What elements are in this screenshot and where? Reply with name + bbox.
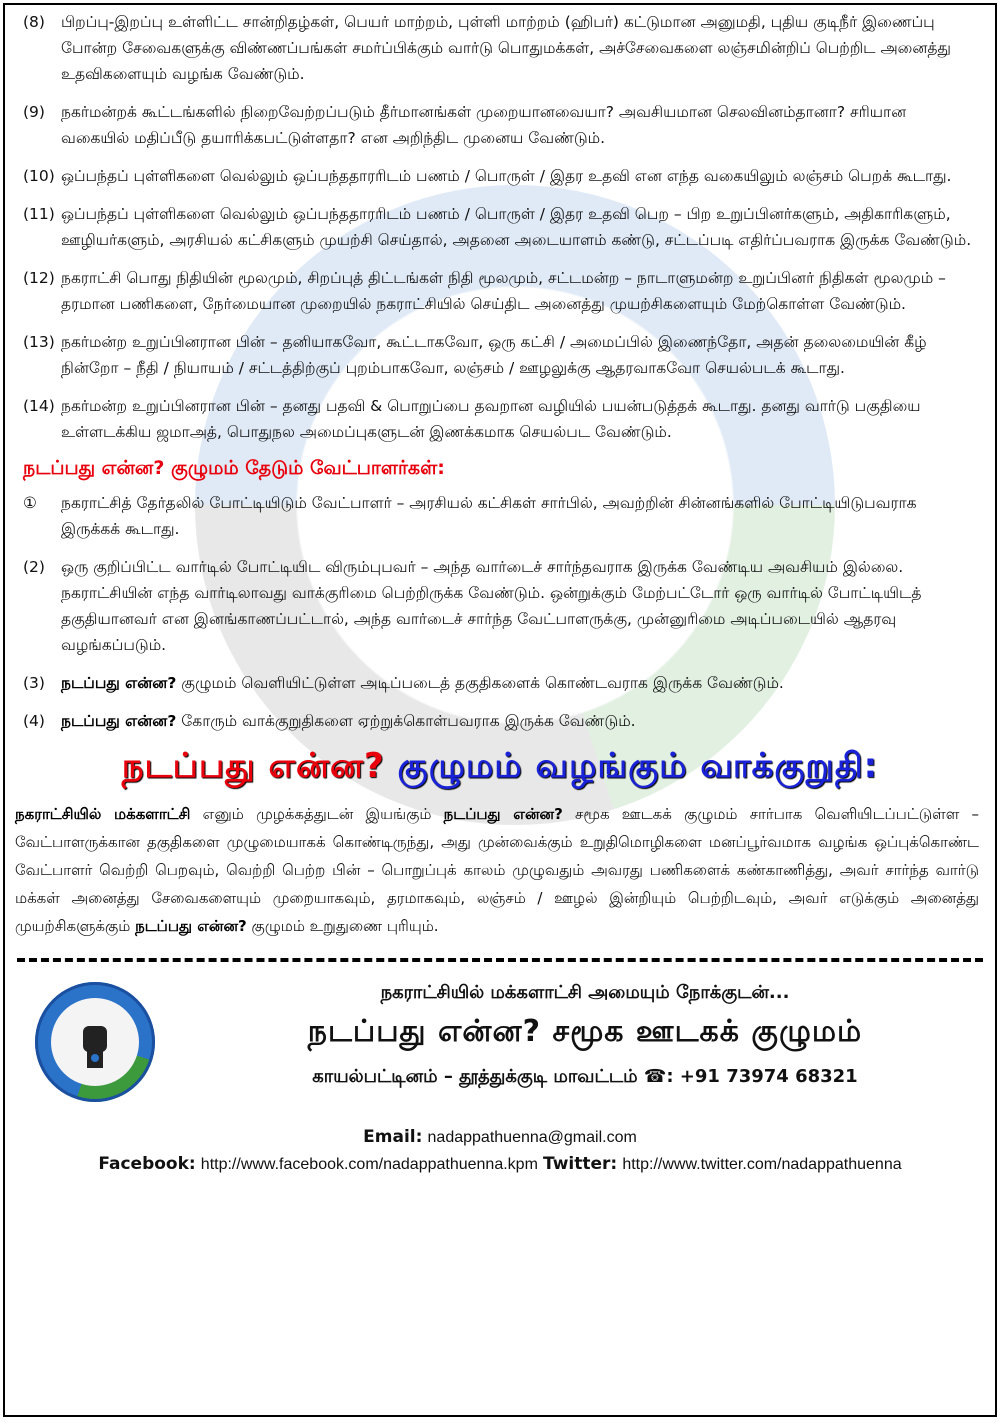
point-text: நகராட்சித் தேர்தலில் போட்டியிடும் வேட்பாளர் – அரசியல் கட்சிகள் சார்பில், அவற்றின் சின்னங்களில் போட்டியிடுபவராக இருக்கக் கூடாது.: [61, 494, 917, 538]
point-number: (2): [23, 558, 45, 576]
point-item: [23, 329, 977, 381]
point-text: நடப்பது என்ன? கோரும் வாக்குறுதிகளை ஏற்றுக்கொள்பவராக இருக்க வேண்டும்.: [61, 712, 636, 730]
point-item: [23, 99, 977, 151]
point-text: ஒப்பந்தப் புள்ளிகளை வெல்லும் ஒப்பந்ததாரரிடம் பணம் / பொருள் / இதர உதவி பெற – பிற உறுப்பினர்களும், அதிகாரிகளும், ஊழியர்களும், அரசியல் கட்சிகளும் முயற்சி செய்தால், அதனை அடையாளம் கண்டு, சட்டப்படி எதிர்ப்பவராக இருக்க வேண்டும்.: [61, 205, 972, 249]
point-text: நகர்மன்ற உறுப்பினரான பின் – தனது பதவி & பொறுப்பை தவறான வழியில் பயன்படுத்தக் கூடாது. தனது வார்டு பகுதியை உள்ளடக்கிய ஜமாஅத், பொதுநல அமைப்புகளுடன் இணக்கமாக செயல்பட வேண்டும்.: [61, 397, 921, 441]
fist-icon: [51, 998, 139, 1086]
email-link[interactable]: nadappathuenna@gmail.com: [427, 1129, 637, 1146]
point-item: [23, 201, 977, 253]
point-text: ஒப்பந்தப் புள்ளிகளை வெல்லும் ஒப்பந்ததாரரிடம் பணம் / பொருள் / இதர உதவி என எந்த வகையிலும் லஞ்சம் பெறக் கூடாது.: [61, 167, 952, 185]
section-heading: நடப்பது என்ன? குழுமம் தேடும் வேட்பாளர்கள்:: [23, 457, 445, 479]
point-number: (12): [23, 269, 55, 287]
point-text: நடப்பது என்ன? குழுமம் வெளியிட்டுள்ள அடிப்படைத் தகுதிகளைக் கொண்டவராக இருக்க வேண்டும்.: [61, 674, 784, 692]
twitter-link[interactable]: http://www.twitter.com/nadappathuenna: [622, 1156, 902, 1173]
points-list: [5, 5, 995, 445]
point-number: (10): [23, 167, 55, 185]
point-number: (11): [23, 205, 55, 223]
social-line: Facebook: http://www.facebook.com/nadappathuenna.kpm Twitter: http://www.twitter.com/nadappathuenna: [98, 1154, 902, 1174]
point-number: (14): [23, 397, 55, 415]
point-text: நகர்மன்றக் கூட்டங்களில் நிறைவேற்றப்படும் தீர்மானங்கள் முறையானவையா? அவசியமான செலவினம்தானா? சரியான வகையில் மதிப்பீடு தயாரிக்கபட்டுள்ளதா? என அறிந்திட முனைய வேண்டும்.: [61, 103, 907, 147]
email-line: Email: nadappathuenna@gmail.com: [363, 1127, 637, 1147]
title-part-blue: குழுமம் வழங்கும் வாக்குறுதி:: [397, 746, 879, 786]
point-number: (13): [23, 333, 55, 351]
title-part-red: நடப்பது என்ன?: [121, 746, 385, 786]
point-number: ①: [23, 494, 37, 512]
candidate-criteria-list: [5, 490, 995, 734]
criteria-item: [23, 490, 977, 542]
point-number: (3): [23, 674, 45, 692]
facebook-link[interactable]: http://www.facebook.com/nadappathuenna.kpm: [200, 1156, 538, 1173]
point-number: (9): [23, 103, 45, 121]
point-number: (4): [23, 712, 45, 730]
footer-org-name: நடப்பது என்ன? சமூக ஊடகக் குழுமம்: [307, 1014, 863, 1049]
criteria-item: [23, 554, 977, 658]
group-logo: [35, 982, 155, 1102]
point-text: ஒரு குறிப்பிட்ட வார்டில் போட்டியிட விரும்புபவர் – அந்த வார்டைச் சார்ந்தவராக இருக்க வேண்டிய அவசியம் இல்லை. நகராட்சியின் எந்த வார்டிலாவது வாக்குரிமை பெற்றிருக்க வேண்டும். ஒன்றுக்கும் மேற்பட்டோர் ஒரு வார்டில் போட்டியிடத் தகுதியானவர் என இனங்காணப்பட்டால், அந்த வார்டைச் சார்ந்த வேட்பாளருக்கு, முன்னுரிமை அடிப்படையில் ஆதரவு வழங்கப்படும்.: [61, 558, 922, 654]
point-item: [23, 9, 977, 87]
criteria-item: [23, 670, 977, 696]
point-text: பிறப்பு-இறப்பு உள்ளிட்ட சான்றிதழ்கள், பெயர் மாற்றம், புள்ளி மாற்றம் (ஹிபர்) கட்டுமான அனுமதி, புதிய குடிநீர் இணைப்பு போன்ற சேவைகளுக்கு விண்ணப்பங்கள் சமர்ப்பிக்கும் வார்டு பொதுமக்கள், அச்சேவைகளை லஞ்சமின்றிப் பெற்றிட அனைத்து உதவிகளையும் வழங்க வேண்டும்.: [61, 13, 951, 83]
point-item: [23, 265, 977, 317]
pledge-title: [5, 746, 995, 790]
footer-tagline: நகராட்சியில் மக்களாட்சி அமையும் நோக்குடன்...: [380, 982, 790, 1003]
pledge-paragraph: நகராட்சியில் மக்களாட்சி எனும் முழக்கத்துடன் இயங்கும் நடப்பது என்ன? சமூக ஊடகக் குழுமம் சார்பாக வெளியிடப்பட்டுள்ள – வேட்பாளருக்கான தகுதிகளை முழுமையாகக் கொண்டிருந்து, அது முன்வைக்கும் உறுதிமொழிகளை மனப்பூர்வமாக வழங்க ஒப்புக்கொண்ட வேட்பாளர் வெற்றி பெறவும், வெற்றி பெற்ற பின் – பொறுப்புக் காலம் முழுவதும் அவரது பணிகளைக் கண்காணித்து, அவர் சார்ந்த வார்டு மக்கள் அனைத்து சேவைகளையும் முறையாகவும், தரமாகவும், லஞ்சம் / ஊழல் இன்றியும் பெற்றிடவும், அவர் எடுக்கும் அனைத்து முயற்சிகளுக்கும் நடப்பது என்ன? குழுமம் உறுதுணை புரியும்.: [15, 805, 979, 935]
contact-block: [5, 1124, 995, 1178]
page: [3, 3, 997, 1417]
point-text: நகர்மன்ற உறுப்பினரான பின் – தனியாகவோ, கூட்டாகவோ, ஒரு கட்சி / அமைப்பில் இணைந்தோ, அதன் தலைமையின் கீழ் நின்றோ – நீதி / நியாயம் / சட்டத்திற்குப் புறம்பாகவோ, லஞ்சம் / ஊழலுக்கு ஆதரவாகவோ செயல்படக் கூடாது.: [61, 333, 927, 377]
footer: [5, 962, 995, 1122]
point-text: நகராட்சி பொது நிதியின் மூலமும், சிறப்புத் திட்டங்கள் நிதி மூலமும், சட்டமன்ற – நாடாளுமன்ற உறுப்பினர் நிதிகள் மூலமும் – தரமான பணிகளை, நேர்மையான முறையில் நகராட்சியில் செய்திட அனைத்து முயற்சிகளையும் மேற்கொள்ள வேண்டும்.: [61, 269, 946, 313]
criteria-item: [23, 708, 977, 734]
point-item: [23, 163, 977, 189]
point-number: (8): [23, 13, 45, 31]
point-item: [23, 393, 977, 445]
footer-location-phone: காயல்பட்டினம் – தூத்துக்குடி மாவட்டம் ☎: +91 73974 68321: [312, 1066, 858, 1087]
